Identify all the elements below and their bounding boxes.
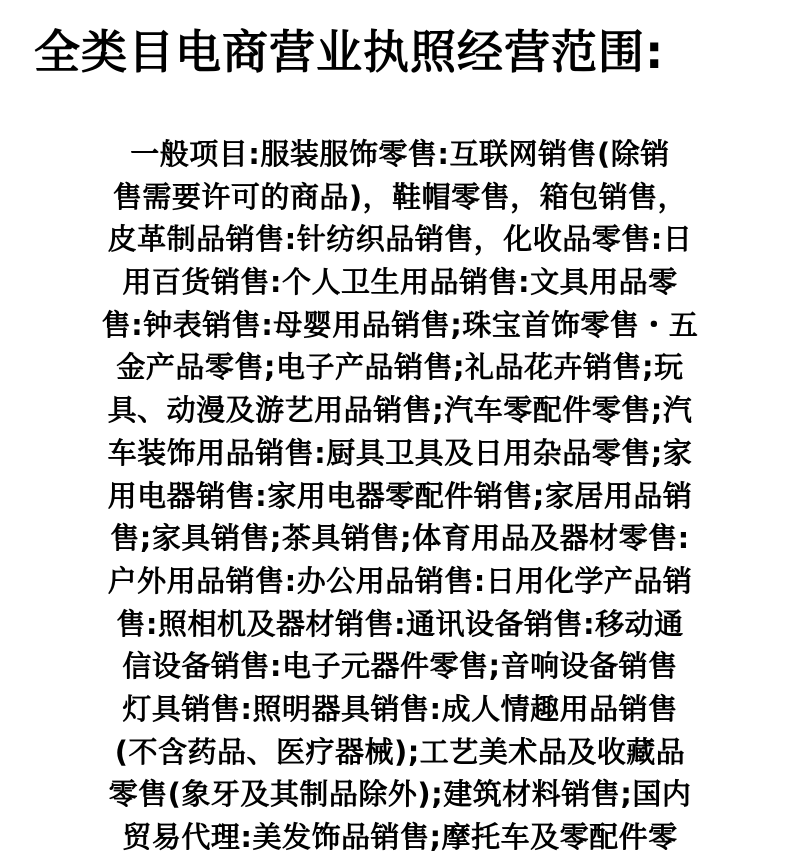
text-line: 户外用品销售:办公用品销售:日用化学产品销 <box>107 563 693 598</box>
text-line: 一般项目:服装服饰零售:互联网销售(除销 <box>130 137 670 171</box>
text-line: 信设备销售:电子元器件零售;音响设备销售 <box>122 649 678 684</box>
text-line: 贸易代理:美发饰品销售;摩托车及零配件零 <box>122 820 678 854</box>
text-line: 皮革制品销售:针纺织品销售，化收品零售:日 <box>107 222 693 257</box>
text-line: 灯具销售:照明器具销售:成人情趣用品销售 <box>122 691 678 726</box>
text-line: 售:钟表销售:母婴用品销售;珠宝首饰零售・五 <box>101 307 699 342</box>
text-line: 售需要许可的商品)，鞋帽零售，箱包销售， <box>112 179 688 214</box>
text-line: 售:照相机及器材销售:通讯设备销售:移动通 <box>116 606 684 641</box>
text-line: 用电器销售:家用电器零配件销售;家居用品销 <box>107 478 693 513</box>
text-line: (不含药品、医疗器械);工艺美术品及收藏品 <box>114 734 686 769</box>
document-title: 全类目电商营业执照经营范围: <box>34 25 665 79</box>
text-line: 售;家具销售;茶具销售;体育用品及器材零售: <box>110 521 690 556</box>
text-line: 用百货销售:个人卫生用品销售:文具用品零 <box>122 265 678 300</box>
text-line: 车装饰用品销售:厨具卫具及日用杂品零售;家 <box>107 435 693 470</box>
text-line: 金产品零售;电子产品销售;礼品花卉销售;玩 <box>116 350 684 385</box>
text-line: 具、动漫及游艺用品销售;汽车零配件零售;汽 <box>107 393 693 428</box>
text-line: 零售(象牙及其制品除外);建筑材料销售;国内 <box>108 777 692 812</box>
business-scope-text <box>0 133 800 855</box>
